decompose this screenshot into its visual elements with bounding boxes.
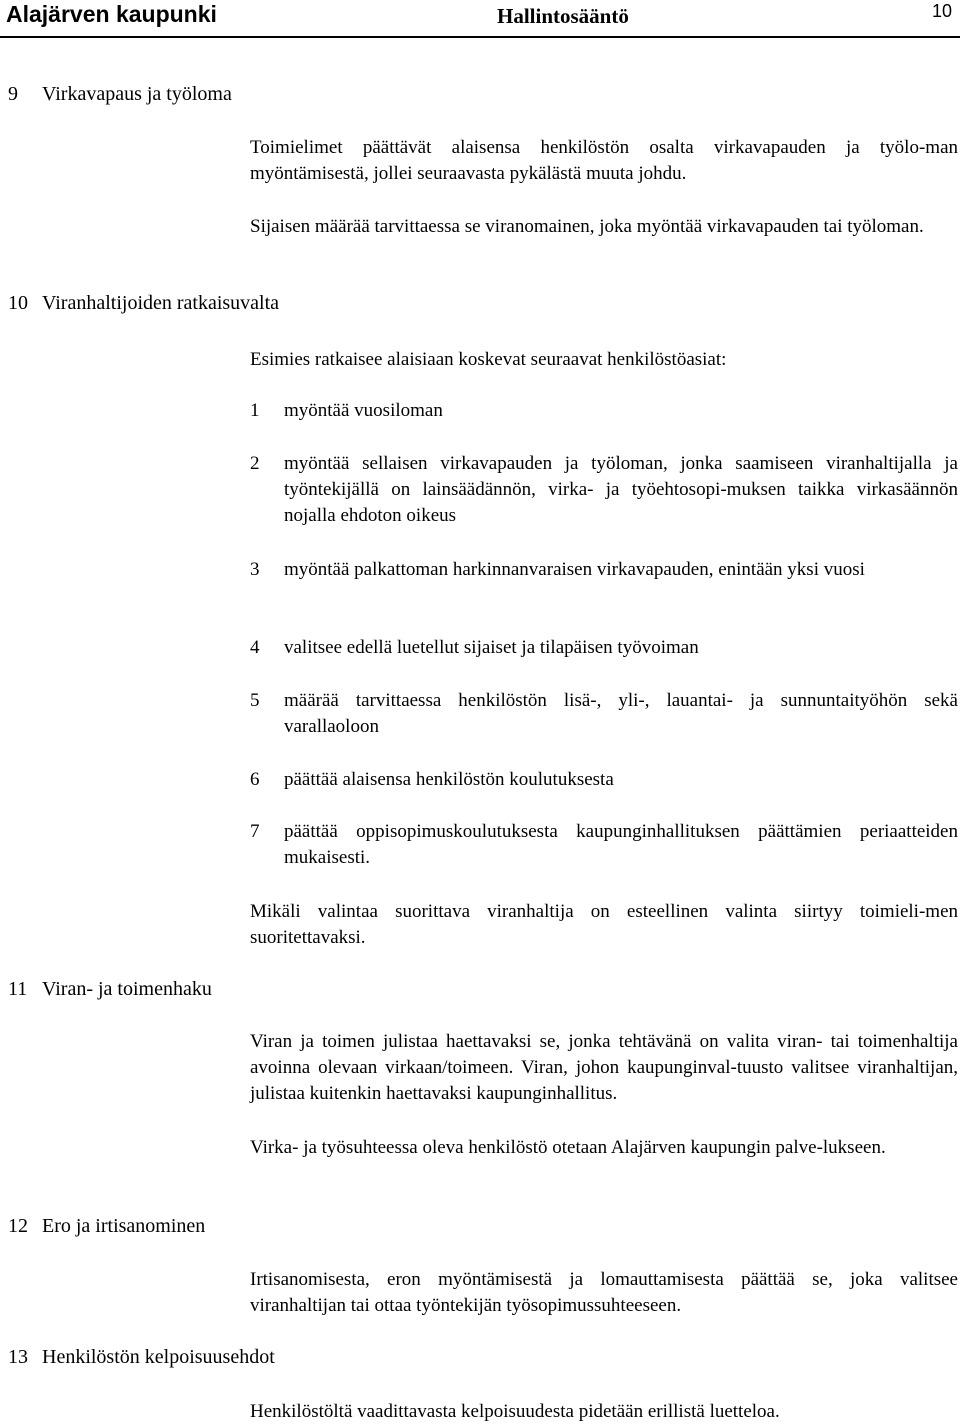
section-number: 10 [8, 292, 28, 314]
paragraph: Toimielimet päättävät alaisensa henkilöstön osalta virkavapauden ja työlo-man myöntämisestä, jollei seuraavasta pykälästä muuta johdu. [250, 137, 958, 184]
list-item [250, 557, 958, 583]
paragraph: Esimies ratkaisee alaisiaan koskevat seuraavat henkilöstöasiat: [250, 349, 727, 370]
list-item-number: 3 [250, 559, 260, 580]
list-item-number: 5 [250, 690, 260, 711]
paragraph: Henkilöstöltä vaadittavasta kelpoisuudesta pidetään erillistä luetteloa. [250, 1401, 780, 1422]
section-title: Ero ja irtisanominen [42, 1215, 206, 1237]
list-item-number: 4 [250, 637, 260, 658]
paragraph: Sijaisen määrää tarvittaessa se viranomainen, joka myöntää virkavapauden tai työloman. [250, 216, 924, 237]
section-title: Virkavapaus ja työloma [42, 83, 232, 105]
section-heading-10 [8, 292, 279, 315]
list-item [250, 398, 958, 424]
list-item [250, 688, 958, 740]
list-item-number: 6 [250, 769, 260, 790]
list-item-number: 1 [250, 400, 260, 421]
section-title: Henkilöstön kelpoisuusehdot [42, 1346, 275, 1368]
list-item [250, 819, 958, 871]
list-item-text: myöntää palkattoman harkinnanvaraisen virkavapauden, enintään yksi vuosi [284, 559, 865, 580]
list-item-text: myöntää vuosiloman [284, 400, 443, 421]
header-rule [0, 36, 960, 38]
organization-name: Alajärven kaupunki [6, 1, 217, 27]
section-number: 12 [8, 1215, 28, 1237]
list-item [250, 635, 958, 661]
list-item-text: päättää alaisensa henkilöstön koulutuksesta [284, 769, 614, 790]
section-heading-11 [8, 978, 212, 1001]
paragraph: Mikäli valintaa suorittava viranhaltija on esteellinen valinta siirtyy toimieli-men suoritettavaksi. [250, 901, 958, 948]
paragraph: Irtisanomisesta, eron myöntämisestä ja lomauttamisesta päättää se, joka valitsee viranhaltijan tai ottaa työntekijän työsopimussuhteeseen. [250, 1269, 958, 1316]
paragraph: Viran ja toimen julistaa haettavaksi se, jonka tehtävänä on valita viran- tai toimenhaltija avoinna olevaan virkaan/toimeen. Viran, johon kaupunginval-tuusto valitsee viranhaltijan, julistaa kuitenkin haettavaksi kaupunginhallitus. [250, 1031, 958, 1104]
section-heading-13 [8, 1346, 275, 1369]
section-number: 9 [8, 83, 18, 105]
section-title: Viran- ja toimenhaku [42, 978, 212, 1000]
list-item-number: 7 [250, 821, 260, 842]
section-number: 11 [8, 978, 28, 1000]
list-item-text: valitsee edellä luetellut sijaiset ja tilapäisen työvoiman [284, 637, 699, 658]
section-title: Viranhaltijoiden ratkaisuvalta [42, 292, 280, 314]
section-heading-9 [8, 83, 232, 106]
list-item [250, 451, 958, 529]
list-item-text: määrää tarvittaessa henkilöstön lisä-, yli-, lauantai- ja sunnuntaityöhön sekä varallaoloon [284, 690, 958, 737]
page-number: 10 [931, 1, 952, 21]
section-heading-12 [8, 1215, 205, 1238]
page-header [0, 0, 960, 34]
list-item [250, 767, 958, 793]
section-number: 13 [8, 1346, 28, 1368]
paragraph: Virka- ja työsuhteessa oleva henkilöstö otetaan Alajärven kaupungin palve-lukseen. [250, 1137, 886, 1158]
list-item-text: päättää oppisopimuskoulutuksesta kaupunginhallituksen päättämien periaatteiden mukaisesti. [284, 821, 958, 868]
document-title: Hallintosääntö [497, 4, 629, 28]
list-item-text: myöntää sellaisen virkavapauden ja työloman, jonka saamiseen viranhaltijalla ja työntekijällä on lainsäädännön, virka- ja työehtosopi-muksen taikka virkasäännön nojalla ehdoton oikeus [284, 453, 958, 526]
list-item-number: 2 [250, 453, 260, 474]
